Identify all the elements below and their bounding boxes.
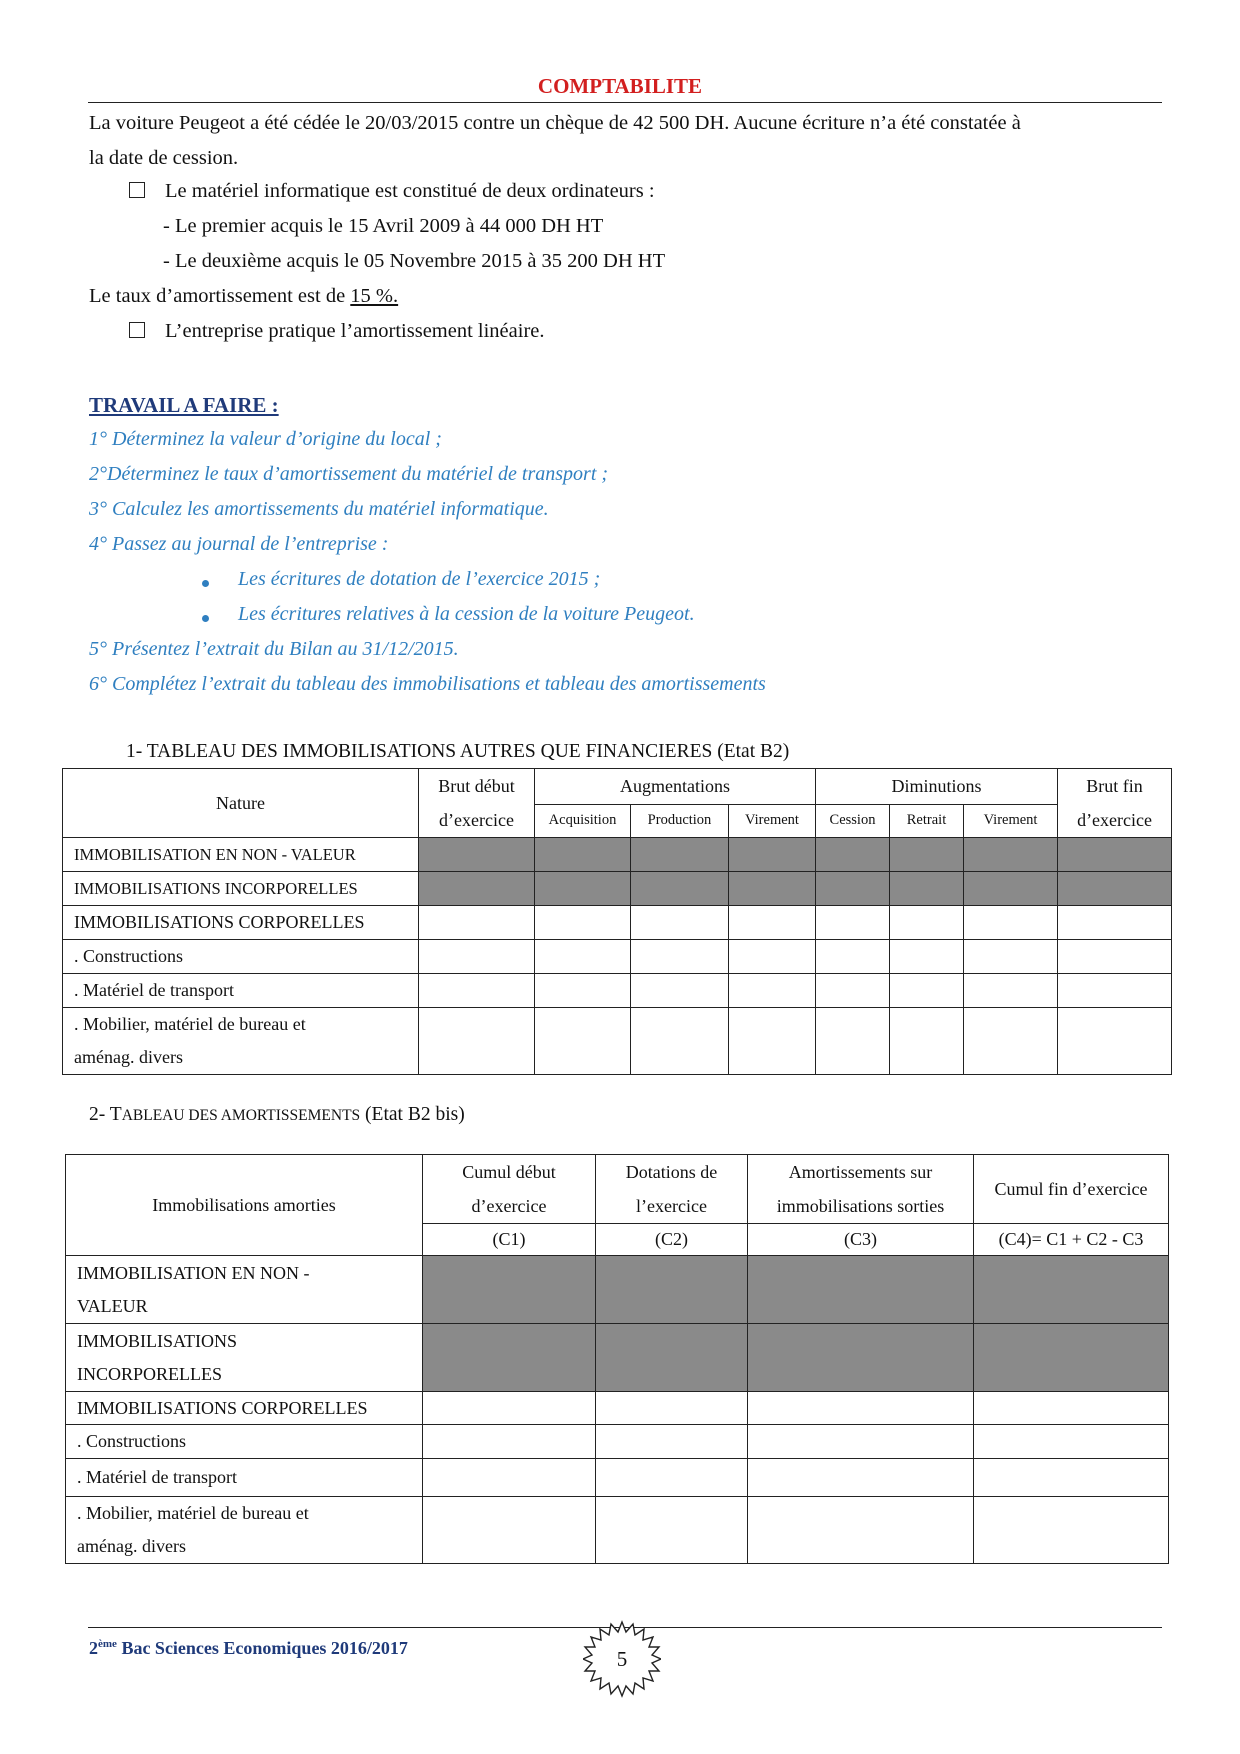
table-cell[interactable]	[631, 906, 729, 940]
table-cell[interactable]	[816, 974, 890, 1008]
row-label-l2: aménag. divers	[77, 1536, 186, 1556]
col-brut-fin	[1058, 769, 1172, 838]
travail-title: TRAVAIL A FAIRE :	[89, 393, 279, 417]
row-label-l1: IMMOBILISATIONS	[77, 1330, 238, 1351]
checkbox-icon	[129, 182, 145, 198]
table-cell[interactable]	[535, 906, 631, 940]
table-cell[interactable]	[596, 1392, 748, 1425]
col-dotations	[596, 1155, 748, 1224]
table-cell[interactable]	[964, 1008, 1058, 1075]
footer-label: Bac Sciences Economiques 2016/2017	[116, 1638, 408, 1658]
table-row	[63, 906, 1172, 940]
footer-prefix: 2	[89, 1638, 98, 1658]
header-rule	[88, 102, 1162, 103]
task-4: 4° Passez au journal de l’entreprise :	[89, 533, 389, 555]
table-cell[interactable]	[423, 1425, 596, 1459]
row-label-l2: aménag. divers	[74, 1047, 183, 1067]
cession-paragraph	[89, 106, 1161, 176]
table-row	[66, 1425, 1169, 1459]
table2-caption-prefix: 2- T	[89, 1104, 122, 1125]
taux-prefix: Le taux d’amortissement est de	[89, 285, 351, 307]
row-label-l1: . Mobilier, matériel de bureau et	[74, 1014, 306, 1034]
immobilisations-table	[62, 768, 1172, 1075]
table-cell[interactable]	[419, 974, 535, 1008]
row-label: . Constructions	[63, 940, 419, 974]
table-cell[interactable]	[535, 974, 631, 1008]
materiel-intro-text: Le matériel informatique est constitué de deux ordinateurs :	[165, 180, 655, 202]
cession-line-1: La voiture Peugeot a été cédée le 20/03/2015 contre un chèque de 42 500 DH. Aucune écriture n’a été constatée à	[89, 112, 1021, 134]
row-label	[66, 1497, 423, 1564]
table-row	[63, 974, 1172, 1008]
col-augmentations: Augmentations	[535, 769, 816, 805]
row-label: IMMOBILISATIONS INCORPORELLES	[63, 872, 419, 906]
table1-caption: 1- TABLEAU DES IMMOBILISATIONS AUTRES QUE FINANCIERES (Etat B2)	[126, 741, 790, 762]
table-cell[interactable]	[890, 974, 964, 1008]
row-label-l2: INCORPORELLES	[77, 1363, 223, 1384]
table-cell[interactable]	[596, 1425, 748, 1459]
sub-virement-dim: Virement	[964, 804, 1058, 837]
table-cell[interactable]	[729, 940, 816, 974]
table-cell[interactable]	[423, 1459, 596, 1497]
table-cell[interactable]	[748, 1425, 974, 1459]
sub-production: Production	[631, 804, 729, 837]
page-number-badge	[583, 1620, 661, 1698]
code-c3: (C3)	[748, 1224, 974, 1256]
table-cell[interactable]	[964, 974, 1058, 1008]
bullet-icon	[202, 580, 209, 587]
table-cell[interactable]	[974, 1497, 1169, 1564]
table-cell[interactable]	[890, 940, 964, 974]
page-number: 5	[616, 1647, 628, 1671]
table-row	[66, 1256, 1169, 1324]
footer-sup: ème	[98, 1638, 117, 1650]
row-label-l1: IMMOBILISATION EN NON -	[77, 1262, 310, 1283]
col-brut-fin-l1: Brut fin	[1086, 776, 1143, 796]
document-title: COMPTABILITE	[537, 74, 703, 98]
lineaire-line	[129, 320, 545, 343]
col-amortissements-sorties	[748, 1155, 974, 1224]
table-cell[interactable]	[423, 1497, 596, 1564]
table-cell[interactable]	[423, 1392, 596, 1425]
sub-acquisition: Acquisition	[535, 804, 631, 837]
table-cell[interactable]	[964, 940, 1058, 974]
table-cell[interactable]	[890, 906, 964, 940]
taux-value: 15 %.	[350, 285, 399, 307]
sub-cession: Cession	[816, 804, 890, 837]
table-row	[63, 1008, 1172, 1075]
table-row	[63, 872, 1172, 906]
cession-line-2: la date de cession.	[89, 147, 239, 169]
col-cumul-debut	[423, 1155, 596, 1224]
table-row	[63, 940, 1172, 974]
table-row	[66, 1459, 1169, 1497]
table-cell[interactable]	[974, 1425, 1169, 1459]
row-label	[66, 1256, 423, 1324]
ordinateur-2: - Le deuxième acquis le 05 Novembre 2015 à 35 200 DH HT	[163, 250, 666, 272]
col-immobilisations: Immobilisations amorties	[66, 1155, 423, 1256]
row-label: . Constructions	[66, 1425, 423, 1459]
row-label	[63, 1008, 419, 1075]
table-row	[66, 1324, 1169, 1392]
footer-text	[89, 1638, 408, 1659]
sub-virement-aug: Virement	[729, 804, 816, 837]
lineaire-text: L’entreprise pratique l’amortissement linéaire.	[165, 320, 545, 342]
table-row	[66, 1497, 1169, 1564]
code-c1: (C1)	[423, 1224, 596, 1256]
task-4b: Les écritures relatives à la cession de la voiture Peugeot.	[238, 603, 695, 625]
code-c4: (C4)= C1 + C2 - C3	[974, 1224, 1169, 1256]
task-3: 3° Calculez les amortissements du matériel informatique.	[89, 498, 549, 520]
table-cell[interactable]	[596, 1459, 748, 1497]
table-cell[interactable]	[729, 906, 816, 940]
table-cell[interactable]	[419, 1008, 535, 1075]
table-row	[63, 838, 1172, 872]
col-dotations-l2: l’exercice	[636, 1196, 707, 1216]
col-brut-debut-l2: d’exercice	[439, 810, 514, 830]
row-label: . Matériel de transport	[63, 974, 419, 1008]
bullet-icon	[202, 615, 209, 622]
table-cell[interactable]	[729, 1008, 816, 1075]
table-cell[interactable]	[1058, 1008, 1172, 1075]
task-6: 6° Complétez l’extrait du tableau des immobilisations et tableau des amortissements	[89, 673, 766, 695]
table-row	[66, 1392, 1169, 1425]
table-cell[interactable]	[631, 974, 729, 1008]
amortissements-table	[65, 1154, 1169, 1564]
row-label: . Matériel de transport	[66, 1459, 423, 1497]
col-cumul-debut-l1: Cumul début	[462, 1162, 556, 1182]
table-cell[interactable]	[816, 906, 890, 940]
task-4a: Les écritures de dotation de l’exercice 2015 ;	[238, 568, 601, 590]
row-label: IMMOBILISATIONS CORPORELLES	[66, 1392, 423, 1425]
row-label	[66, 1324, 423, 1392]
col-brut-fin-l2: d’exercice	[1077, 810, 1152, 830]
col-dotations-l1: Dotations de	[625, 1162, 718, 1182]
table-cell[interactable]	[631, 940, 729, 974]
table2-caption	[89, 1104, 465, 1126]
table-cell[interactable]	[631, 1008, 729, 1075]
col-nature: Nature	[63, 769, 419, 838]
table-cell[interactable]	[419, 940, 535, 974]
col-cumul-fin: Cumul fin d’exercice	[974, 1155, 1169, 1224]
taux-line	[89, 285, 398, 308]
col-amort-l2: immobilisations sorties	[776, 1196, 945, 1216]
row-label: IMMOBILISATION EN NON - VALEUR	[63, 838, 419, 872]
table-cell[interactable]	[974, 1459, 1169, 1497]
sub-retrait: Retrait	[890, 804, 964, 837]
table-cell[interactable]	[964, 906, 1058, 940]
checkbox-icon	[129, 322, 145, 338]
code-c2: (C2)	[596, 1224, 748, 1256]
col-cumul-debut-l2: d’exercice	[471, 1196, 547, 1216]
table2-caption-sc: ABLEAU DES AMORTISSEMENTS	[121, 1107, 361, 1124]
table-cell[interactable]	[419, 906, 535, 940]
col-brut-debut	[419, 769, 535, 838]
col-amort-l1: Amortissements sur	[788, 1162, 933, 1182]
row-label: IMMOBILISATIONS CORPORELLES	[63, 906, 419, 940]
table-cell[interactable]	[816, 940, 890, 974]
table-cell[interactable]	[748, 1497, 974, 1564]
table-cell[interactable]	[748, 1392, 974, 1425]
table-cell[interactable]	[535, 940, 631, 974]
table-cell[interactable]	[748, 1459, 974, 1497]
table-cell[interactable]	[890, 1008, 964, 1075]
table-cell[interactable]	[535, 1008, 631, 1075]
task-5: 5° Présentez l’extrait du Bilan au 31/12/2015.	[89, 638, 459, 660]
task-1: 1° Déterminez la valeur d’origine du local ;	[89, 428, 442, 450]
table-cell[interactable]	[596, 1497, 748, 1564]
task-2: 2°Déterminez le taux d’amortissement du matériel de transport ;	[89, 463, 609, 485]
row-label-l1: . Mobilier, matériel de bureau et	[77, 1503, 309, 1523]
row-label-l2: VALEUR	[77, 1295, 148, 1316]
table-cell[interactable]	[974, 1392, 1169, 1425]
table-cell[interactable]	[729, 974, 816, 1008]
col-diminutions: Diminutions	[816, 769, 1058, 805]
table2-caption-suffix: (Etat B2 bis)	[360, 1104, 465, 1125]
table-cell[interactable]	[1058, 940, 1172, 974]
table-cell[interactable]	[1058, 906, 1172, 940]
table-cell[interactable]	[1058, 974, 1172, 1008]
ordinateur-1: - Le premier acquis le 15 Avril 2009 à 44 000 DH HT	[163, 215, 604, 237]
materiel-intro	[129, 180, 655, 203]
col-brut-debut-l1: Brut début	[438, 776, 515, 796]
table-cell[interactable]	[816, 1008, 890, 1075]
